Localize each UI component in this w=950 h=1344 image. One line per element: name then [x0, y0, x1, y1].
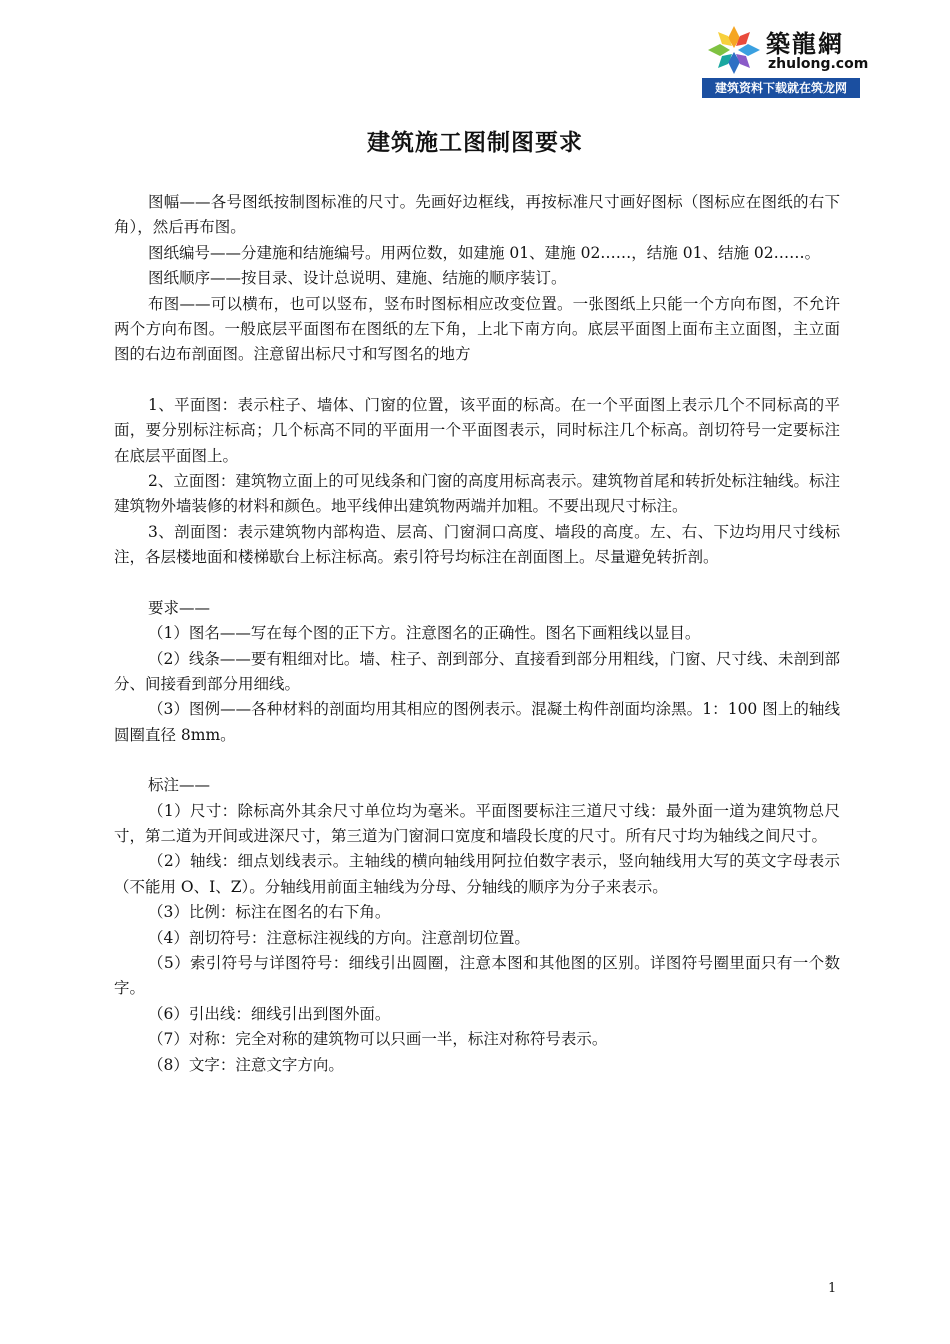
paragraph: 图幅——各号图纸按制图标准的尺寸。先画好边框线，再按标准尺寸画好图标（图标应在图纸的右下角），然后再布图。 — [114, 193, 840, 237]
paragraph: （1）尺寸：除标高外其余尺寸单位均为毫米。平面图要标注三道尺寸线：最外面一道为建筑物总尺寸，第二道为开间或进深尺寸，第三道为门窗洞口宽度和墙段长度的尺寸。所有尺寸均为轴线之间尺寸。 — [114, 801, 840, 845]
paragraph: （5）索引符号与详图符号：细线引出圆圈，注意本图和其他图的区别。详图符号圈里面只有一个数字。 — [114, 953, 840, 998]
paragraph: （7）对称：完全对称的建筑物可以只画一半，标注对称符号表示。 — [148, 1030, 608, 1049]
paragraph: （3）比例：标注在图名的右下角。 — [148, 903, 391, 922]
paragraph: （3）图例——各种材料的剖面均用其相应的图例表示。混凝土构件剖面均涂黑。1：100 图上的轴线圆圈直径 8mm。 — [114, 700, 840, 744]
logo-domain: zhulong.com — [768, 56, 869, 72]
paragraph: （4）剖切符号：注意标注视线的方向。注意剖切位置。 — [148, 928, 530, 947]
document-body — [114, 190, 840, 1078]
document-title: 建筑施工图制图要求 — [367, 130, 583, 156]
paragraph: （2）线条——要有粗细对比。墙、柱子、剖到部分、直接看到部分用粗线，门窗、尺寸线、未剖到部分、间接看到部分用细线。 — [114, 649, 840, 693]
paragraph: 2、立面图：建筑物立面上的可见线条和门窗的高度用标高表示。建筑物首尾和转折处标注轴线。标注建筑物外墙装修的材料和颜色。地平线伸出建筑物两端并加粗。不要出现尺寸标注。 — [114, 472, 840, 516]
paragraph: （2）轴线：细点划线表示。主轴线的横向轴线用阿拉伯数字表示，竖向轴线用大写的英文字母表示（不能用 O、I、Z）。分轴线用前面主轴线为分母、分轴线的顺序为分子来表示。 — [114, 852, 840, 896]
section-heading: 要求—— — [148, 598, 211, 617]
spacer — [114, 368, 840, 393]
logo-top — [702, 20, 869, 78]
logo-slogan: 建筑资料下载就在筑龙网 — [702, 78, 860, 98]
paragraph: （1）图名——写在每个图的正下方。注意图名的正确性。图名下画粗线以显目。 — [148, 624, 701, 643]
spacer — [114, 748, 840, 773]
logo-name: 築龍網 — [766, 29, 844, 58]
paragraph: 1、平面图：表示柱子、墙体、门窗的位置，该平面的标高。在一个平面图上表示几个不同标高的平面，要分别标注标高；几个标高不同的平面用一个平面图表示，同时标注几个标高。剖切符号一定要标注在底层平面图上。 — [114, 395, 840, 465]
spacer — [114, 571, 840, 596]
page-number: 1 — [828, 1281, 837, 1296]
paragraph: 图纸编号——分建施和结施编号。用两位数，如建施 01、建施 02……，结施 01、结施 02……。 — [148, 243, 821, 262]
paragraph: （8）文字：注意文字方向。 — [148, 1055, 344, 1074]
paragraph: （6）引出线：细线引出到图外面。 — [148, 1004, 391, 1023]
zhulong-logo — [702, 20, 869, 98]
section-heading: 标注—— — [148, 776, 211, 795]
paragraph: 图纸顺序——按目录、设计总说明、建施、结施的顺序装订。 — [148, 269, 567, 288]
pinwheel-logo-icon — [706, 24, 762, 76]
paragraph: 布图——可以横布，也可以竖布，竖布时图标相应改变位置。一张图纸上只能一个方向布图，不允许两个方向布图。一般底层平面图布在图纸的左下角，上北下南方向。底层平面图上面布主立面图，主立面图的右边布剖面图。注意留出标尺寸和写图名的地方 — [114, 294, 840, 364]
paragraph: 3、剖面图：表示建筑物内部构造、层高、门窗洞口高度、墙段的高度。左、右、下边均用尺寸线标注，各层楼地面和楼梯歇台上标注标高。索引符号均标注在剖面图上。尽量避免转折剖。 — [114, 522, 840, 567]
